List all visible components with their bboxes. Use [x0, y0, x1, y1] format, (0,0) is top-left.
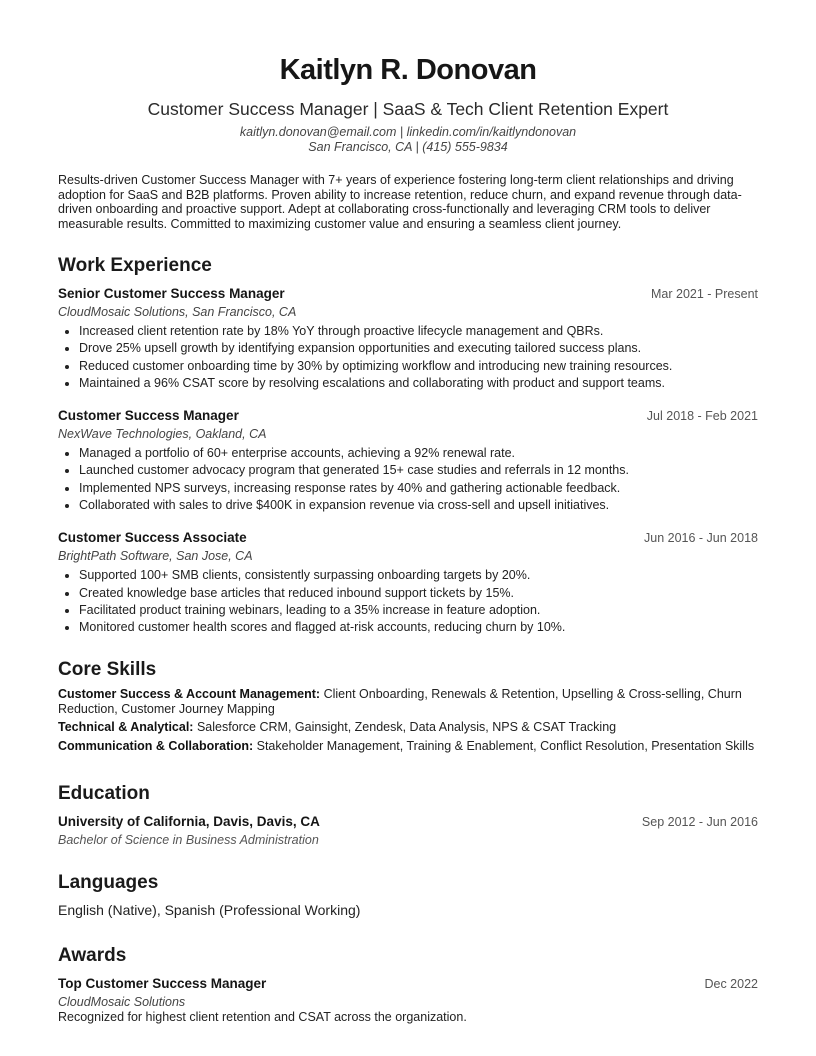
contact-email-linkedin: kaitlyn.donovan@email.com | linkedin.com/in/kaitlyndonovan — [239, 125, 577, 139]
award-title: Top Customer Success Manager — [58, 975, 267, 991]
awards-section — [58, 944, 758, 1025]
contact-location-phone: San Francisco, CA | (415) 555-9834 — [308, 140, 508, 154]
section-title-core-skills: Core Skills — [58, 658, 157, 680]
skill-row — [58, 739, 758, 754]
award-entry — [58, 975, 758, 1025]
job-bullet: • Drove 25% upsell growth by identifying expansion opportunities and executing tailored success plans. — [79, 340, 758, 357]
skill-category: Technical & Analytical: — [58, 720, 194, 735]
languages-section — [58, 871, 758, 919]
skill-items: Client Onboarding, Renewals & Retention, Upselling & Cross-selling, Churn Reduction, Customer Journey Mapping — [58, 686, 742, 716]
award-header — [58, 975, 758, 993]
headline: Customer Success Manager | SaaS & Tech Client Retention Expert — [147, 99, 669, 119]
job-bullet: • Launched customer advocacy program that generated 15+ case studies and referrals in 12 months. — [79, 462, 758, 479]
skills-list — [58, 687, 758, 754]
award-organization: CloudMosaic Solutions — [58, 994, 186, 1009]
job-bullet: • Monitored customer health scores and flagged at-risk accounts, reducing churn by 10%. — [79, 619, 758, 636]
job-entry — [58, 529, 758, 636]
education-dates: Sep 2012 - Jun 2016 — [641, 814, 758, 829]
job-title: Customer Success Manager — [58, 408, 239, 424]
job-bullet: • Managed a portfolio of 60+ enterprise accounts, achieving a 92% renewal rate. — [79, 445, 758, 462]
education-section — [58, 782, 758, 848]
section-title-languages: Languages — [58, 871, 159, 893]
skill-row — [58, 687, 758, 717]
professional-summary: Results-driven Customer Success Manager with 7+ years of experience fostering long-term client relationships and driving adoption for SaaS and B2B platforms. Proven ability to increase retention, reduce churn, and expand revenue through data-driven onboarding and proactive support. Adept at collaborating cross-functionally and leveraging CRM tools to deliver measurable results. Committed to maximizing customer value and ensuring a seamless client journey. — [58, 173, 742, 231]
languages-list: English (Native), Spanish (Professional Working) — [58, 901, 361, 918]
job-bullet: • Supported 100+ SMB clients, consistently surpassing onboarding targets by 20%. — [79, 567, 758, 584]
skill-items: Salesforce CRM, Gainsight, Zendesk, Data Analysis, NPS & CSAT Tracking — [196, 720, 617, 735]
education-entry — [58, 813, 758, 848]
skill-row — [58, 720, 758, 735]
job-bullet: • Collaborated with sales to drive $400K in expansion revenue via cross-sell and upsell initiatives. — [79, 497, 758, 514]
job-bullets — [58, 323, 758, 392]
job-company: CloudMosaic Solutions, San Francisco, CA — [58, 305, 297, 319]
education-header — [58, 813, 758, 831]
job-bullet: • Implemented NPS surveys, increasing response rates by 40% and gathering actionable feedback. — [79, 480, 758, 497]
job-bullets — [58, 445, 758, 514]
core-skills-section — [58, 658, 758, 754]
work-experience-section — [58, 254, 758, 637]
job-company: BrightPath Software, San Jose, CA — [58, 549, 253, 564]
award-date: Dec 2022 — [704, 976, 758, 991]
candidate-name: Kaitlyn R. Donovan — [279, 54, 537, 86]
resume-header — [58, 52, 758, 155]
job-entry — [58, 407, 758, 514]
section-title-work-experience: Work Experience — [58, 255, 212, 276]
job-header — [58, 529, 758, 547]
section-title-awards: Awards — [58, 944, 127, 966]
job-title: Senior Customer Success Manager — [58, 286, 285, 301]
job-company: NexWave Technologies, Oakland, CA — [58, 427, 267, 442]
school-name: University of California, Davis, Davis, CA — [58, 813, 320, 829]
award-description: Recognized for highest client retention and CSAT across the organization. — [58, 1009, 467, 1024]
job-dates: Jun 2016 - Jun 2018 — [644, 531, 758, 546]
job-header — [58, 285, 758, 303]
job-bullet: • Maintained a 96% CSAT score by resolving escalations and collaborating with product and support teams. — [79, 375, 758, 392]
job-header — [58, 407, 758, 425]
degree: Bachelor of Science in Business Administration — [58, 832, 319, 847]
job-bullet: • Created knowledge base articles that reduced inbound support tickets by 15%. — [79, 585, 758, 602]
job-dates: Jul 2018 - Feb 2021 — [646, 409, 758, 424]
skill-category: Communication & Collaboration: — [58, 738, 254, 753]
skill-category: Customer Success & Account Management: — [58, 686, 321, 701]
job-title: Customer Success Associate — [58, 530, 247, 546]
skill-items: Stakeholder Management, Training & Enablement, Conflict Resolution, Presentation Skills — [256, 738, 755, 753]
section-title-education: Education — [58, 782, 150, 804]
job-bullet: • Increased client retention rate by 18% YoY through proactive lifecycle management and QBRs. — [79, 323, 758, 340]
job-dates: Mar 2021 - Present — [651, 287, 758, 301]
job-bullets — [58, 567, 758, 636]
job-entry — [58, 285, 758, 392]
job-bullet: • Reduced customer onboarding time by 30% by optimizing workflow and introducing new training resources. — [79, 358, 758, 375]
job-bullet: • Facilitated product training webinars, leading to a 35% increase in feature adoption. — [79, 602, 758, 619]
